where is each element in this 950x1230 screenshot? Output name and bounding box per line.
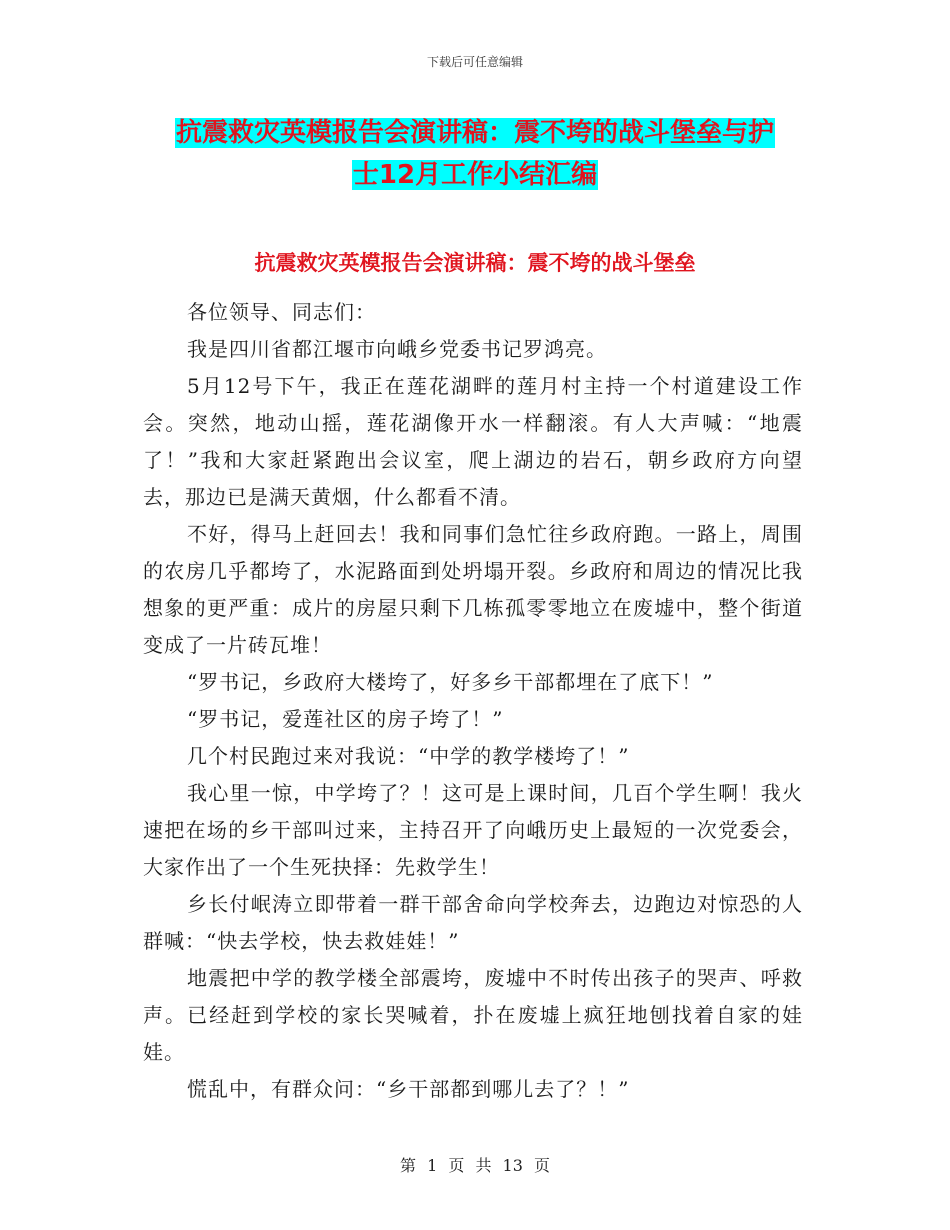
paragraph: 地震把中学的教学楼全部震垮，废墟中不时传出孩子的哭声、呼救声。已经赶到学校的家长哭喊着，扑在废墟上疯狂地刨找着自家的娃娃。: [143, 966, 803, 1064]
paragraph: 各位领导、同志们：: [187, 300, 376, 324]
page-footer: 第 1 页 共 13 页: [400, 1156, 550, 1175]
section-title: 抗震救灾英模报告会演讲稿：震不垮的战斗堡垒: [254, 251, 696, 275]
paragraph: 5月12号下午，我正在莲花湖畔的莲月村主持一个村道建设工作会。突然，地动山摇，莲花湖像开水一样翻滚。有人大声喊：“地震了！”我和大家赶紧跑出会议室，爬上湖边的岩石，朝乡政府方向望去，那边已是满天黄烟，什么都看不清。: [143, 374, 803, 509]
header-note: 下载后可任意编辑: [426, 55, 523, 69]
paragraph: 几个村民跑过来对我说：“中学的教学楼垮了！”: [187, 744, 630, 768]
paragraph: 慌乱中，有群众问：“乡干部都到哪儿去了？！”: [187, 1077, 630, 1101]
paragraph: “罗书记，爱莲社区的房子垮了！”: [187, 707, 504, 731]
paragraph: 我是四川省都江堰市向峨乡党委书记罗鸿亮。: [187, 337, 607, 361]
document-title-text-2: 士12月工作小结汇编: [352, 160, 598, 190]
document-title-line-1: [0, 113, 950, 153]
document-title-text-1: 抗震救灾英模报告会演讲稿：震不垮的战斗堡垒与护: [175, 118, 774, 148]
paragraph: “罗书记，乡政府大楼垮了，好多乡干部都埋在了底下！”: [187, 670, 714, 694]
paragraph: 不好，得马上赶回去！我和同事们急忙往乡政府跑。一路上，周围的农房几乎都垮了，水泥路面到处坍塌开裂。乡政府和周边的情况比我想象的更严重：成片的房屋只剩下几栋孤零零地立在废墟中，整个街道变成了一片砖瓦堆！: [143, 522, 803, 657]
document-body: [143, 294, 803, 1108]
paragraph: 我心里一惊，中学垮了？！这可是上课时间，几百个学生啊！我火速把在场的乡干部叫过来，主持召开了向峨历史上最短的一次党委会，大家作出了一个生死抉择：先救学生！: [143, 781, 803, 879]
document-title-line-2: [0, 155, 950, 195]
paragraph: 乡长付岷涛立即带着一群干部舍命向学校奔去，边跑边对惊恐的人群喊：“快去学校，快去救娃娃！”: [143, 892, 803, 953]
